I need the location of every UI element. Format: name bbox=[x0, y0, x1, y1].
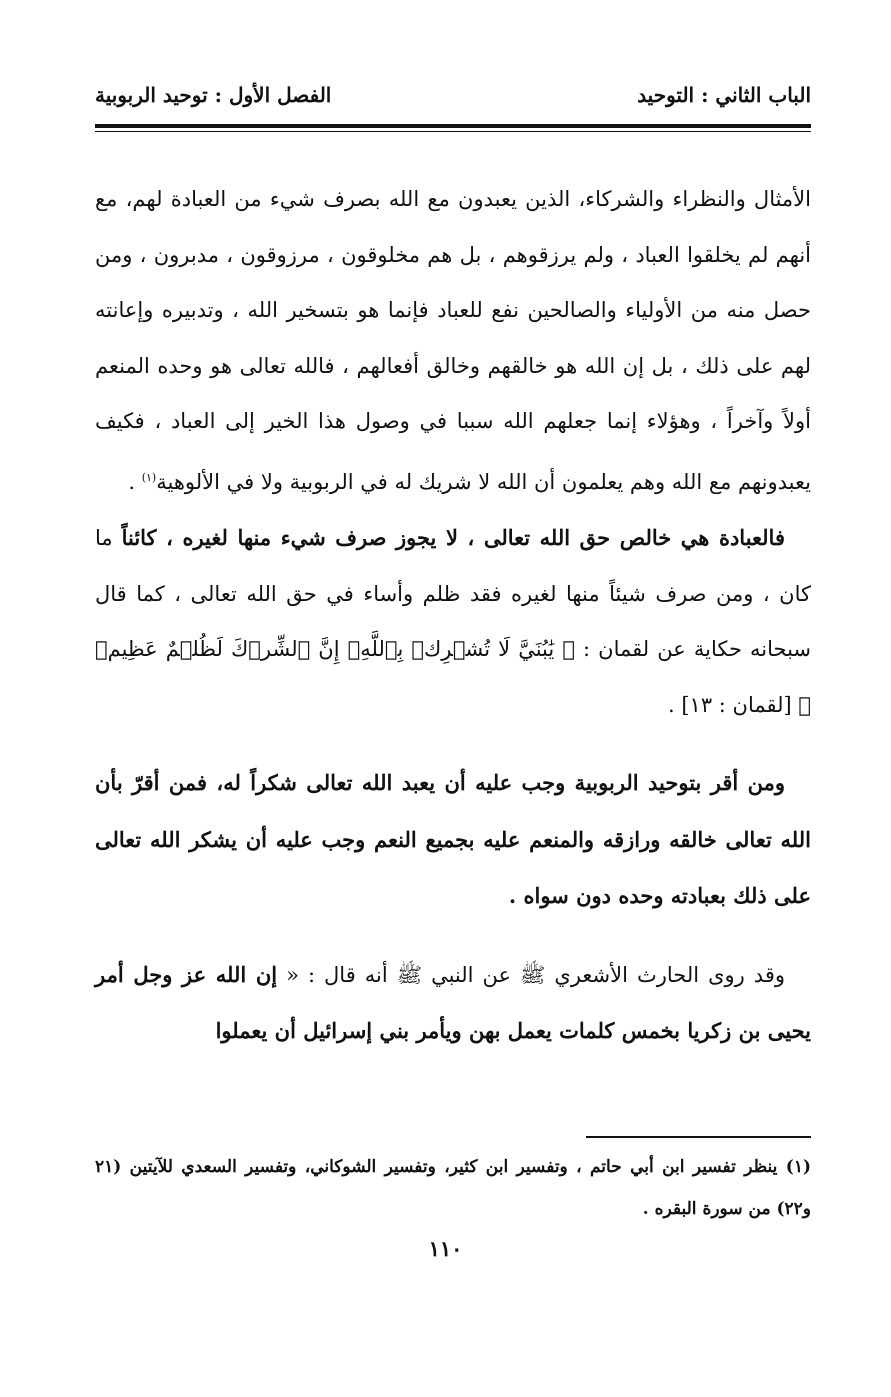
paragraph-1-end: . bbox=[128, 469, 142, 494]
paragraph-4 bbox=[95, 947, 811, 1060]
paragraph-1-text: الأمثال والنظراء والشركاء، الذين يعبدون مع الله بصرف شيء من العبادة لهم، مع أنهم لم يخلقوا العباد ، ولم يرزقوهم ، بل هم مخلوقون ، مرزوقون ، مدبرون ، ومن حصل منه من الأولياء والصالحين نفع للعباد فإنما هو بتسخير الله ، وتدبيره وإعانته لهم على ذلك ، بل إن الله هو خالقهم وخالق أفعالهم ، فالله تعالى هو وحده المنعم أولاً وآخراً ، وهؤلاء إنما جعلهم الله سببا في وصول هذا الخير إلى العباد ، فكيف يعبدونهم مع الله وهم يعلمون أن الله لا شريك له في الربوبية ولا في الألوهية bbox=[95, 187, 811, 494]
running-header bbox=[95, 78, 811, 112]
hadith-text: إن الله عز وجل أمر يحيى بن زكريا بخمس كلمات يعمل بهن ويأمر بني إسرائيل أن يعملوا bbox=[95, 961, 811, 1043]
page-number: ١١٠ bbox=[428, 1236, 463, 1261]
chapter-title: الباب الثاني : التوحيد bbox=[637, 83, 811, 107]
footnote: (١) ينظر تفسير ابن أبي حاتم ، وتفسير ابن كثير، وتفسير الشوكاني، وتفسير السعدي للآيتين (٢١ و٢٢) من سورة البقره . bbox=[95, 1157, 811, 1219]
quran-citation: [لقمان : ١٣] . bbox=[668, 692, 799, 717]
paragraph-3-bold: ومن أقر بتوحيد الربوبية وجب عليه أن يعبد الله تعالى شكراً له، فمن أقرّ بأن الله تعالى خالقه ورازقه والمنعم عليه بجميع النعم وجب عليه أن يشكر الله تعالى على ذلك بعبادته وحده دون سواه . bbox=[95, 770, 811, 908]
main-text bbox=[95, 172, 811, 1060]
paragraph-1 bbox=[95, 172, 811, 510]
paragraph-3 bbox=[95, 755, 811, 925]
paragraph-2-bold: فالعبادة هي خالص حق الله تعالى ، لا يجوز صرف شيء منها لغيره ، كائناً bbox=[121, 525, 785, 550]
quran-verse: ﴿ يَٰبُنَيَّ لَا تُشۡرِكۡ بِٱللَّهِۖ إِنَّ ٱلشِّرۡكَ لَظُلۡمٌ عَظِيمٞ ﴾ bbox=[95, 637, 811, 717]
paragraph-2-text: ما كان ، ومن صرف شيئاً منها لغيره فقد ظلم وأساء في حق الله تعالى ، كما قال سبحانه حكاية عن لقمان : bbox=[95, 526, 812, 661]
footnote-ref: (١) bbox=[141, 470, 157, 484]
paragraph-2 bbox=[95, 510, 811, 733]
header-rule-thin bbox=[95, 131, 811, 132]
footnote-separator bbox=[586, 1136, 811, 1138]
header-rule-thick bbox=[95, 124, 811, 128]
section-title: الفصل الأول : توحيد الربوبية bbox=[95, 83, 332, 107]
paragraph-4-text: وقد روى الحارث الأشعري ﷺ عن النبي ﷺ أنه قال : « bbox=[277, 962, 785, 987]
